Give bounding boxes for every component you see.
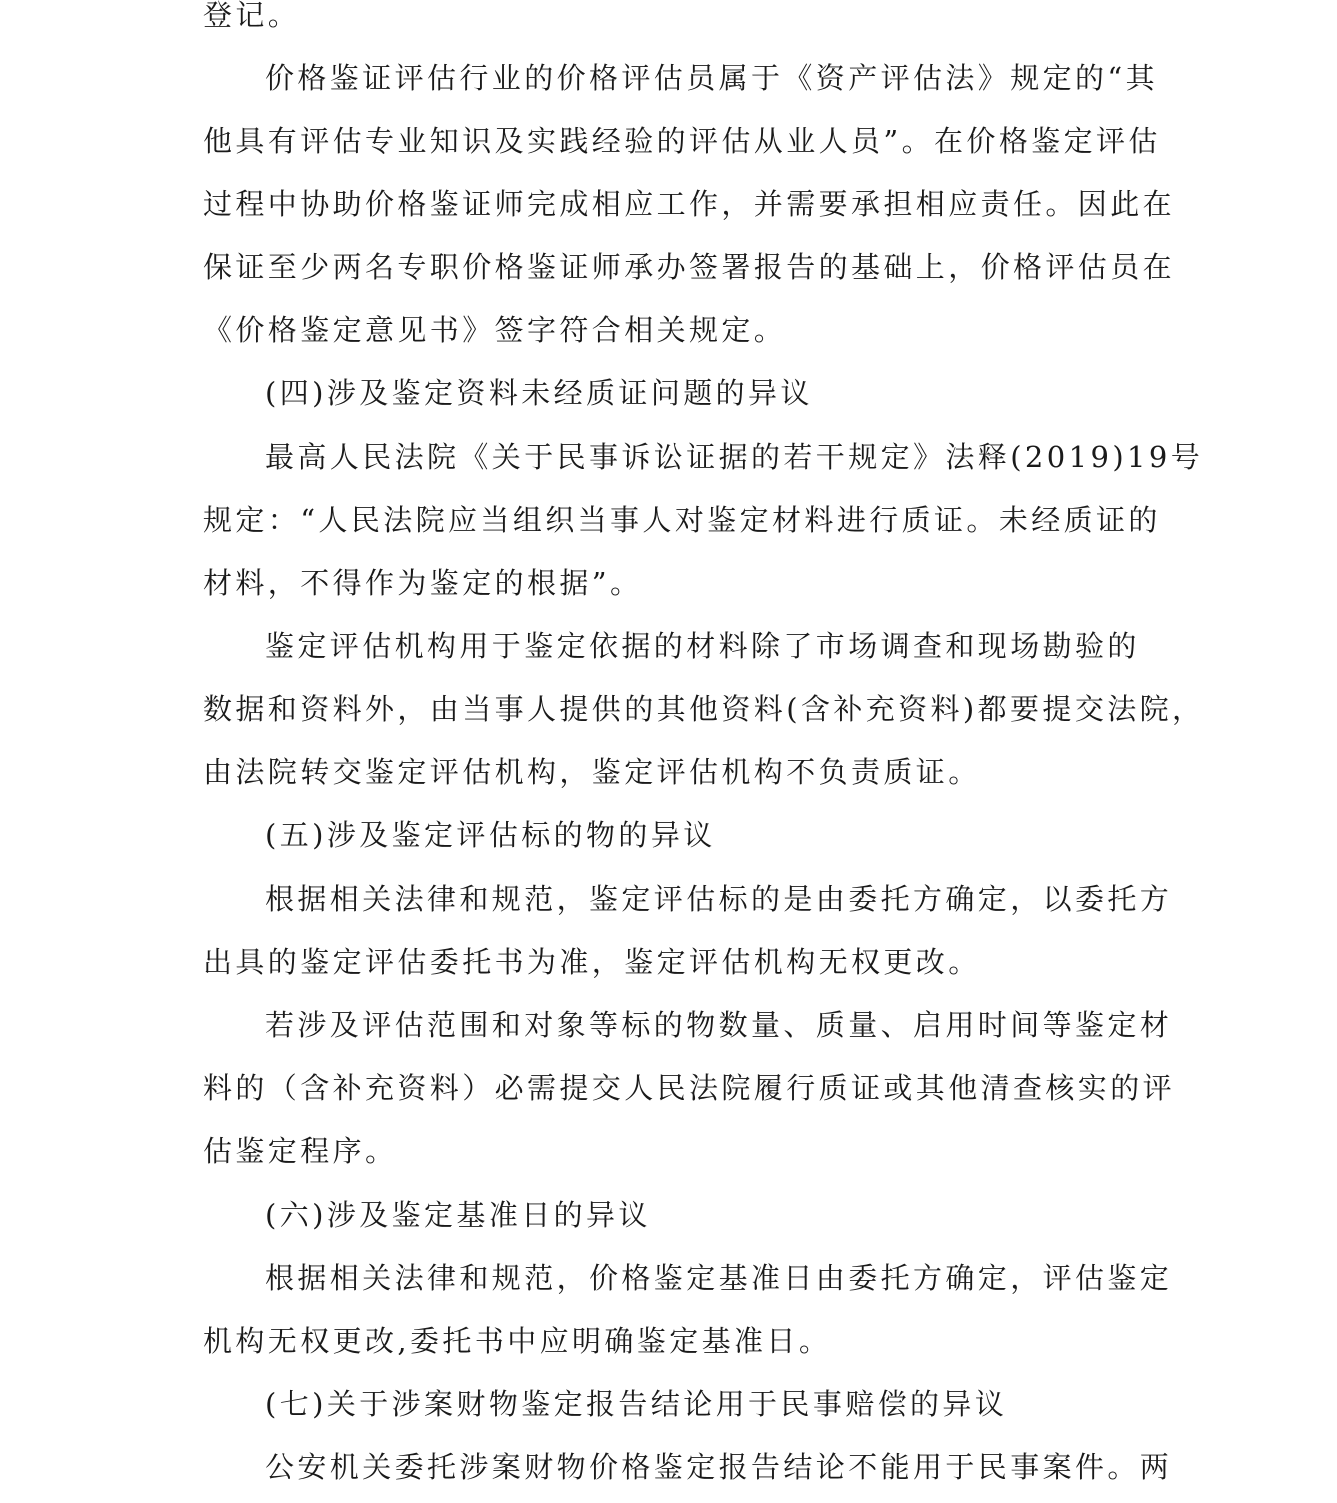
paragraph-start-line: 若涉及评估范围和对象等标的物数量、质量、启用时间等鉴定材 — [265, 1008, 1173, 1042]
text-line: 材料，不得作为鉴定的根据”。 — [203, 566, 643, 600]
text-line: 料的（含补充资料）必需提交人民法院履行质证或其他清查核实的评 — [203, 1071, 1176, 1105]
text-line: 机构无权更改,委托书中应明确鉴定基准日。 — [203, 1324, 832, 1358]
paragraph-start-line: 最高人民法院《关于民事诉讼证据的若干规定》法释(2019)19号 — [265, 440, 1204, 474]
text-line: 《价格鉴定意见书》签字符合相关规定。 — [203, 313, 787, 347]
section-heading-7: (七)关于涉案财物鉴定报告结论用于民事赔偿的异议 — [265, 1387, 1008, 1421]
text-line: 出具的鉴定评估委托书为准，鉴定评估机构无权更改。 — [203, 945, 981, 979]
paragraph-start-line: 根据相关法律和规范，价格鉴定基准日由委托方确定，评估鉴定 — [265, 1261, 1173, 1295]
text-line: 过程中协助价格鉴证师完成相应工作，并需要承担相应责任。因此在 — [203, 187, 1176, 221]
section-heading-4: (四)涉及鉴定资料未经质证问题的异议 — [265, 376, 813, 410]
text-line: 估鉴定程序。 — [203, 1134, 398, 1168]
text-line: 登记。 — [203, 0, 301, 32]
text-line: 由法院转交鉴定评估机构，鉴定评估机构不负责质证。 — [203, 755, 981, 789]
text-line: 他具有评估专业知识及实践经验的评估从业人员”。在价格鉴定评估 — [203, 124, 1161, 158]
paragraph-start-line: 鉴定评估机构用于鉴定依据的材料除了市场调查和现场勘验的 — [265, 629, 1140, 663]
section-heading-6: (六)涉及鉴定基准日的异议 — [265, 1198, 651, 1232]
text-line: 保证至少两名专职价格鉴证师承办签署报告的基础上，价格评估员在 — [203, 250, 1176, 284]
text-line: 数据和资料外，由当事人提供的其他资料(含补充资料)都要提交法院， — [203, 692, 1205, 726]
section-heading-5: (五)涉及鉴定评估标的物的异议 — [265, 818, 716, 852]
paragraph-start-line: 价格鉴证评估行业的价格评估员属于《资产评估法》规定的“其 — [265, 61, 1159, 95]
paragraph-start-line: 根据相关法律和规范，鉴定评估标的是由委托方确定，以委托方 — [265, 882, 1173, 916]
paragraph-start-line: 公安机关委托涉案财物价格鉴定报告结论不能用于民事案件。两 — [265, 1450, 1173, 1484]
text-line: 规定：“人民法院应当组织当事人对鉴定材料进行质证。未经质证的 — [203, 503, 1161, 537]
